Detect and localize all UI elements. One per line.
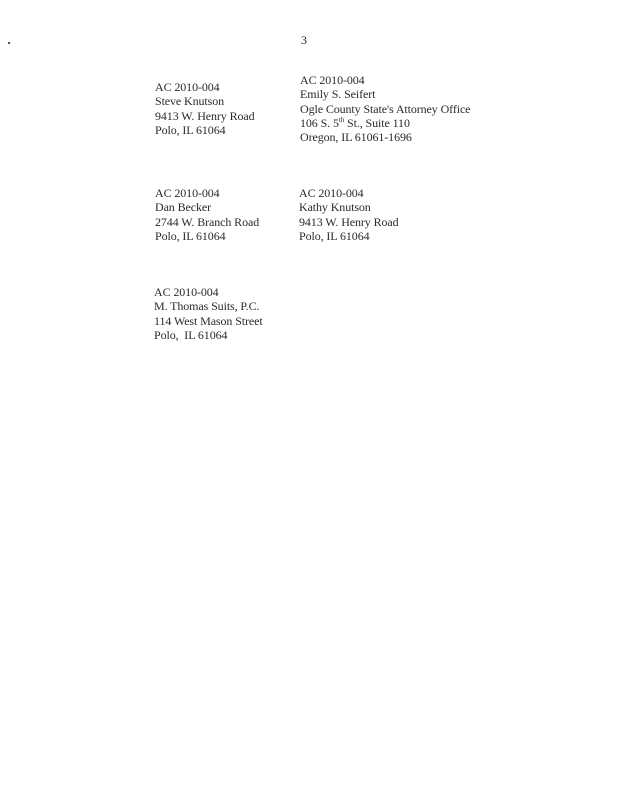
recipient-name: Dan Becker bbox=[155, 200, 211, 215]
street-address bbox=[300, 116, 470, 130]
page-number: 3 bbox=[301, 33, 307, 47]
city-state-zip: Polo, IL 61064 bbox=[154, 327, 228, 342]
address-block-steve-knutson bbox=[155, 80, 255, 137]
city-state-zip: Polo, IL 61064 bbox=[155, 122, 226, 137]
address-block-emily-seifert bbox=[300, 73, 470, 144]
address-block-thomas-suits bbox=[154, 285, 263, 342]
address-block-kathy-knutson bbox=[299, 186, 399, 243]
case-number: AC 2010-004 bbox=[154, 285, 219, 299]
stray-mark bbox=[8, 42, 10, 44]
recipient-name: Kathy Knutson bbox=[299, 200, 371, 215]
case-number: AC 2010-004 bbox=[299, 186, 364, 200]
office-name: Ogle County State's Attorney Office bbox=[300, 101, 471, 116]
case-number: AC 2010-004 bbox=[300, 73, 365, 87]
street-address: 9413 W. Henry Road bbox=[299, 214, 399, 229]
street-address-number: 106 S. 5 bbox=[300, 115, 339, 130]
street-address: 2744 W. Branch Road bbox=[155, 214, 260, 229]
city-state-zip: Polo, IL 61064 bbox=[299, 228, 370, 243]
city-state-zip: Polo, IL 61064 bbox=[155, 228, 226, 243]
address-block-dan-becker bbox=[155, 186, 259, 243]
case-number: AC 2010-004 bbox=[155, 80, 220, 94]
street-address-ordinal: th bbox=[338, 115, 345, 124]
city-state-zip: Oregon, IL 61061-1696 bbox=[300, 130, 412, 145]
street-address: 114 West Mason Street bbox=[154, 313, 263, 328]
street-address-rest: St., Suite 110 bbox=[344, 115, 410, 130]
street-address: 9413 W. Henry Road bbox=[155, 108, 255, 123]
recipient-name: M. Thomas Suits, P.C. bbox=[154, 299, 260, 314]
recipient-name: Steve Knutson bbox=[155, 94, 225, 109]
case-number: AC 2010-004 bbox=[155, 186, 220, 200]
recipient-name: Emily S. Seifert bbox=[300, 87, 376, 102]
